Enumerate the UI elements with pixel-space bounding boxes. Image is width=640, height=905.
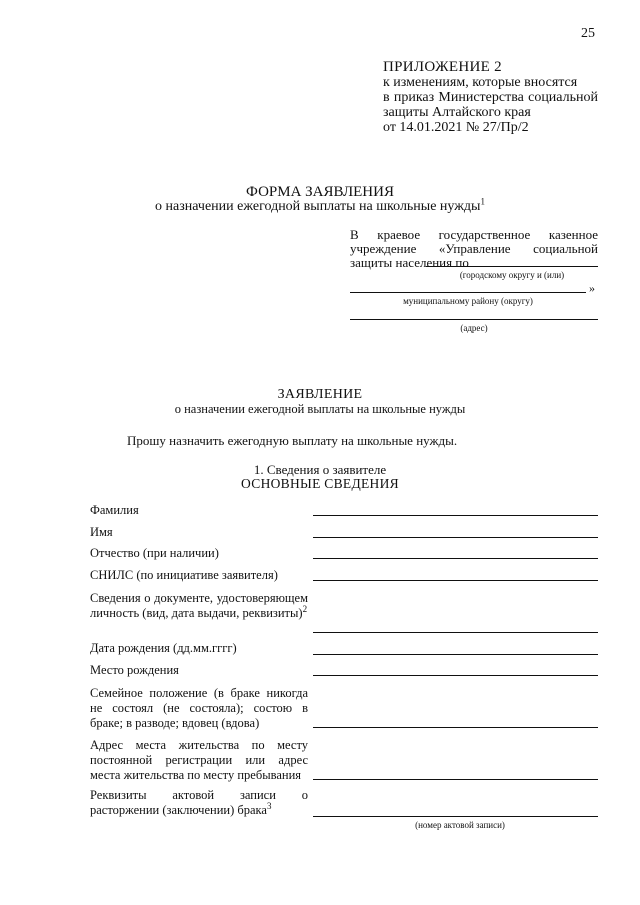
section-heading: 1. Сведения о заявителе xyxy=(253,462,387,477)
field-input-line[interactable] xyxy=(313,558,598,559)
statement-title: ЗАЯВЛЕНИЕ xyxy=(277,387,363,402)
field-label-text: Семейное положение (в браке никогда не состоял (не состояла); состою в браке; в разводе; вдовец (вдова) xyxy=(90,686,308,730)
appendix-block xyxy=(383,60,598,135)
municipality-caption: муниципальному району (округу) xyxy=(403,296,533,306)
field-label xyxy=(90,503,308,518)
field-input-line[interactable] xyxy=(313,632,598,633)
field-label-text: Место рождения xyxy=(90,663,179,677)
address-underline xyxy=(350,319,598,320)
field-label xyxy=(90,591,308,621)
field-label xyxy=(90,738,308,783)
field-input-line[interactable] xyxy=(313,779,598,780)
field-label-text: Дата рождения (дд.мм.гггг) xyxy=(90,641,237,655)
field-label xyxy=(90,641,308,656)
appendix-line-1: к изменениям, которые вносятся xyxy=(383,75,578,90)
statement-subtitle: о назначении ежегодной выплаты на школьные нужды xyxy=(174,402,466,416)
page-number: 25 xyxy=(581,26,595,41)
appendix-title: ПРИЛОЖЕНИЕ 2 xyxy=(383,59,502,75)
field-input-line[interactable] xyxy=(313,515,598,516)
field-label-text: Имя xyxy=(90,525,113,539)
appendix-line-3: от 14.01.2021 № 27/Пр/2 xyxy=(383,120,529,135)
field-label xyxy=(90,788,308,818)
field-input-line[interactable] xyxy=(313,654,598,655)
record-number-caption: (номер актовой записи) xyxy=(415,820,505,830)
municipality-underline xyxy=(350,292,586,293)
field-label xyxy=(90,568,308,583)
field-label xyxy=(90,663,308,678)
form-title: ФОРМА ЗАЯВЛЕНИЯ xyxy=(246,184,394,200)
field-label xyxy=(90,546,308,561)
field-input-line[interactable] xyxy=(313,727,598,728)
field-input-line[interactable] xyxy=(313,580,598,581)
section-subheading: ОСНОВНЫЕ СВЕДЕНИЯ xyxy=(241,476,399,491)
request-text: Прошу назначить ежегодную выплату на школьные нужды. xyxy=(127,433,458,448)
form-subtitle xyxy=(0,196,640,215)
appendix-line-2: в приказ Министерства социальной защиты Алтайского края xyxy=(383,90,598,120)
district-caption: (городскому округу и (или) xyxy=(459,270,565,280)
footnote-marker: 2 xyxy=(302,603,308,614)
field-label xyxy=(90,686,308,731)
address-caption: (адрес) xyxy=(460,323,488,333)
field-input-line[interactable] xyxy=(313,675,598,676)
addressee-text: В краевое государственное казенное учреждение «Управление социальной защиты населения по xyxy=(350,227,598,270)
footnote-marker: 1 xyxy=(480,196,485,207)
field-label-text: Отчество (при наличии) xyxy=(90,546,219,560)
district-underline xyxy=(426,266,598,267)
field-input-line[interactable] xyxy=(313,816,598,817)
field-label-text: Фамилия xyxy=(90,503,139,517)
closing-quote: » xyxy=(589,281,595,295)
form-subtitle-text: о назначении ежегодной выплаты на школьные нужды xyxy=(155,199,481,214)
field-input-line[interactable] xyxy=(313,537,598,538)
field-label-text: СНИЛС (по инициативе заявителя) xyxy=(90,568,278,582)
field-label xyxy=(90,525,308,540)
field-label-text: Адрес места жительства по месту постоянной регистрации или адрес места жительства по месту пребывания xyxy=(90,738,308,782)
footnote-marker: 3 xyxy=(266,800,272,811)
field-label-text: Реквизиты актовой записи о расторжении (заключении) брака xyxy=(90,788,308,817)
field-label-text: Сведения о документе, удостоверяющем личность (вид, дата выдачи, реквизиты) xyxy=(90,591,308,620)
